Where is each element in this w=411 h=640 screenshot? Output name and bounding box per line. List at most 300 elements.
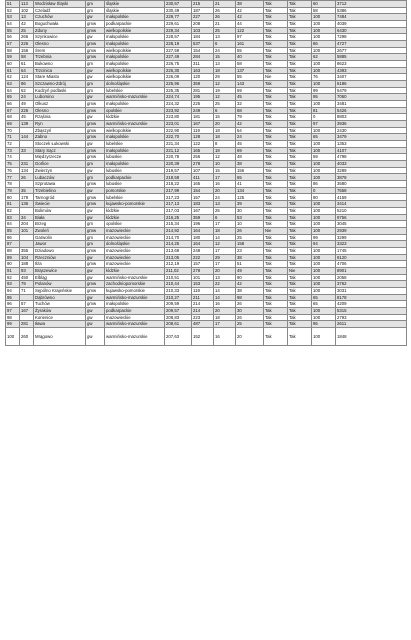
table-cell: 359 (192, 81, 214, 88)
table-cell: 18 (214, 227, 236, 234)
table-cell: 100 (312, 127, 336, 134)
table-cell: 24 (20, 94, 34, 101)
table-cell: Tak (264, 61, 288, 68)
table-cell: gw (86, 114, 105, 121)
table-cell: 226 (20, 41, 34, 48)
table-cell: Tak (288, 167, 312, 174)
table-cell: 35 (20, 187, 34, 194)
table-cell: małopolskie (105, 41, 165, 48)
table-cell: Trzebnia (34, 54, 86, 61)
table-cell: 18 (214, 134, 236, 141)
table-cell: 136 (20, 201, 34, 208)
table-cell: 64 (236, 127, 264, 134)
table-cell: gm (86, 241, 105, 248)
table-cell: 99 (312, 87, 336, 94)
table-cell: 14 (214, 287, 236, 294)
table-cell: 16 (214, 181, 236, 188)
table-cell: 230,49 (165, 7, 192, 14)
table-cell: 20 (214, 267, 236, 274)
table-cell: 204 (20, 221, 34, 228)
table-cell: Sępólno Krajeńskie (34, 287, 86, 294)
table-cell: 69 (236, 147, 264, 154)
table-cell: 122 (236, 27, 264, 34)
table-cell: 3712 (336, 1, 407, 8)
table-cell: 97 (312, 121, 336, 128)
table-cell: 53 (236, 214, 264, 221)
table-cell: 15 (214, 54, 236, 61)
table-cell: Olesno (34, 107, 86, 114)
table-cell: 99 (312, 234, 336, 241)
table-cell: małopolskie (105, 34, 165, 41)
table-cell: gmw (86, 54, 105, 61)
table-cell: gmw (86, 201, 105, 208)
table-cell: 4706 (336, 261, 407, 268)
table-row (6, 174, 407, 181)
table-cell: 99 (6, 321, 20, 328)
table-cell: 49 (236, 267, 264, 274)
table-cell: 2793 (336, 314, 407, 321)
table-cell: 226,30 (165, 67, 192, 74)
table-row (6, 154, 407, 161)
table-cell: gmw (86, 227, 105, 234)
table-cell: Bukowno (34, 61, 86, 68)
table-cell: Tak (288, 54, 312, 61)
table-cell: wielkopolskie (105, 27, 165, 34)
table-cell: 128 (192, 134, 214, 141)
table-cell: 34 (20, 214, 34, 221)
table-row (6, 194, 407, 201)
table-cell: 12 (214, 241, 236, 248)
table-cell: 95 (312, 94, 336, 101)
table-cell: wielkopolskie (105, 67, 165, 74)
table-cell: 224,74 (165, 94, 192, 101)
table-cell: 210,44 (165, 281, 192, 288)
table-cell: gw (86, 321, 105, 328)
table-cell: Tak (264, 194, 288, 201)
table-cell: Tak (264, 107, 288, 114)
table-cell: Tak (264, 41, 288, 48)
table-cell: 16 (214, 301, 236, 308)
table-cell: 212,19 (165, 261, 192, 268)
table-cell: gmw (86, 107, 105, 114)
table-cell: Żyraków (34, 307, 86, 314)
table-row (6, 127, 407, 134)
table-cell: Korienice (34, 314, 86, 321)
table-cell: 17 (214, 247, 236, 254)
table-cell: gw (86, 34, 105, 41)
table-cell: 214 (192, 301, 214, 308)
table-cell: 40 (236, 54, 264, 61)
table-cell: śląskie (105, 7, 165, 14)
table-cell: Tak (288, 207, 312, 214)
table-cell: Tak (264, 94, 288, 101)
table-cell: Nie (264, 227, 288, 234)
table-cell: 80 (6, 194, 20, 201)
table-row (6, 247, 407, 254)
table-cell: Polanów (34, 281, 86, 288)
table-row (6, 114, 407, 121)
table-cell: 3414 (336, 201, 407, 208)
table-cell: 208,83 (165, 314, 192, 321)
table-cell: 2430 (336, 127, 407, 134)
table-cell: 227,59 (165, 47, 192, 54)
table-cell: śląskie (105, 1, 165, 8)
table-cell: 8901 (336, 267, 407, 274)
table-cell: gm (86, 221, 105, 228)
table-row (6, 141, 407, 148)
table-cell: 18 (214, 147, 236, 154)
table-cell: 100 (312, 274, 336, 281)
table-cell: 450 (20, 274, 34, 281)
table-cell: 8178 (336, 294, 407, 301)
table-cell: Tak (264, 14, 288, 21)
table-cell: 2611 (336, 321, 407, 328)
table-cell: 71 (6, 134, 20, 141)
table-cell: 221,12 (165, 147, 192, 154)
table-cell: Tak (264, 247, 288, 254)
table-cell: Tak (264, 267, 288, 274)
table-cell: Stare Miasto (34, 74, 86, 81)
table-cell: gmw (86, 47, 105, 54)
table-cell: 51 (6, 1, 20, 8)
table-cell: 97 (236, 34, 264, 41)
table-cell: 38 (236, 287, 264, 294)
table-cell: 86 (312, 41, 336, 48)
table-cell: 75 (6, 161, 20, 168)
table-cell: gmw (86, 281, 105, 288)
table-cell: 100 (6, 327, 20, 345)
table-cell: 91 (6, 267, 20, 274)
table-row (6, 221, 407, 228)
table-cell: 58 (20, 54, 34, 61)
table-cell: 281 (192, 87, 214, 94)
table-cell: 9756 (336, 214, 407, 221)
table-cell: Tak (264, 87, 288, 94)
table-cell: 58 (6, 47, 20, 54)
table-cell: gmw (86, 127, 105, 134)
table-cell: 2677 (336, 47, 407, 54)
table-cell: 216,25 (165, 214, 192, 221)
table-cell: Zabno (34, 134, 86, 141)
table-cell: 210,51 (165, 274, 192, 281)
table-cell: 69 (6, 121, 20, 128)
table-cell: 19 (214, 87, 236, 94)
table-cell: Tak (264, 154, 288, 161)
table-cell: 39 (236, 201, 264, 208)
table-cell: 134 (20, 167, 34, 174)
table-cell: Tak (288, 134, 312, 141)
table-cell: 13 (214, 274, 236, 281)
table-cell: 61 (20, 61, 34, 68)
table-cell: 218,58 (165, 174, 192, 181)
table-cell: Tak (264, 321, 288, 328)
table-cell: Tak (288, 294, 312, 301)
table-cell: Tak (288, 327, 312, 345)
table-cell: Tak (264, 134, 288, 141)
table-cell: 96 (6, 301, 20, 308)
table-cell: 157 (192, 261, 214, 268)
table-cell: 13 (20, 14, 34, 21)
table-cell: 92 (6, 274, 20, 281)
table-cell: 167 (192, 207, 214, 214)
table-cell: 5479 (336, 87, 407, 94)
table-cell: gw (86, 267, 105, 274)
table-cell (20, 207, 34, 214)
table-cell: Tak (288, 301, 312, 308)
table-cell: Tak (264, 207, 288, 214)
table-cell: 215,34 (165, 221, 192, 228)
table-row (6, 301, 407, 308)
table-cell: Tak (288, 41, 312, 48)
table-cell: gmw (86, 27, 105, 34)
table-cell: Tak (288, 14, 312, 21)
table-cell: Tak (288, 7, 312, 14)
table-cell: 5315 (336, 307, 407, 314)
table-cell: 15 (214, 167, 236, 174)
table-cell: 229,34 (165, 27, 192, 34)
table-cell: 248 (192, 247, 214, 254)
table-cell: 97 (6, 307, 20, 314)
table-cell: Iłża (34, 261, 86, 268)
table-cell: 119 (192, 287, 214, 294)
table-cell: 181 (192, 114, 214, 121)
table-cell: gw (86, 67, 105, 74)
table-cell: 226,09 (165, 74, 192, 81)
table-cell: gw (86, 307, 105, 314)
table-cell: kujawsko-pomorskie (105, 201, 165, 208)
table-cell: 100 (312, 27, 336, 34)
table-cell: 223,80 (165, 114, 192, 121)
table-cell: 3936 (336, 121, 407, 128)
table-cell: podkarpackie (105, 174, 165, 181)
table-cell: 12 (214, 94, 236, 101)
table-cell: 20 (214, 307, 236, 314)
table-cell: gm (86, 174, 105, 181)
table-cell: 266 (20, 34, 34, 41)
table-cell: 227,49 (165, 54, 192, 61)
table-cell: łódzkie (105, 207, 165, 214)
table-cell: 64 (6, 87, 20, 94)
table-cell: 103 (192, 27, 214, 34)
table-cell: Tak (264, 307, 288, 314)
table-cell: Tak (288, 254, 312, 261)
table-cell: Tak (288, 281, 312, 288)
table-cell: gmw (86, 181, 105, 188)
table-cell: 167 (20, 307, 34, 314)
table-cell: mazowieckie (105, 261, 165, 268)
table-cell: 62 (6, 74, 20, 81)
table-cell (20, 241, 34, 248)
table-cell: 22 (214, 281, 236, 288)
table-cell: 100 (312, 61, 336, 68)
table-cell: warmińsko-mazurskie (105, 274, 165, 281)
table-cell: warmińsko-mazurskie (105, 121, 165, 128)
table-cell: 100 (312, 214, 336, 221)
table-cell: Brzeg (34, 221, 86, 228)
table-cell: gw (86, 294, 105, 301)
table-cell: 8 (214, 141, 236, 148)
table-cell: 222,90 (165, 127, 192, 134)
table-cell: 61 (6, 67, 20, 74)
table-cell: Czuchów (34, 14, 86, 21)
table-cell: 3031 (336, 287, 407, 294)
table-cell: 16 (214, 327, 236, 345)
table-cell: 45 (20, 114, 34, 121)
table-cell: małopolskie (105, 61, 165, 68)
table-row (6, 81, 407, 88)
table-cell: gmw (86, 147, 105, 154)
table-cell: gw (86, 254, 105, 261)
table-cell: gw (86, 274, 105, 281)
table-cell: 125 (236, 194, 264, 201)
table-cell: mazowieckie (105, 314, 165, 321)
table-cell: 107 (192, 167, 214, 174)
table-cell: 49 (20, 101, 34, 108)
table-row (6, 101, 407, 108)
table-cell: 17 (214, 174, 236, 181)
table-cell: 164 (192, 241, 214, 248)
table-cell: 229,77 (165, 14, 192, 21)
table-cell: 211 (192, 294, 214, 301)
table-cell: 161 (236, 41, 264, 48)
table-cell: gmw (86, 194, 105, 201)
table-cell: 12 (214, 81, 236, 88)
table-cell: 227 (192, 14, 214, 21)
table-row (6, 307, 407, 314)
table-cell: gmw (86, 261, 105, 268)
table-cell: 226,75 (165, 61, 192, 68)
table-cell: Nie (264, 74, 288, 81)
table-cell: Garwolin (34, 234, 86, 241)
table-cell: Tak (264, 294, 288, 301)
table-cell: gmw (86, 101, 105, 108)
table-cell: 100 (312, 161, 336, 168)
table-cell: lubuskie (105, 154, 165, 161)
table-row (6, 27, 407, 34)
table-cell: 42 (20, 21, 34, 28)
table-row (6, 214, 407, 221)
table-cell: 59 (312, 154, 336, 161)
table-cell: 7484 (336, 14, 407, 21)
table-cell: 65 (6, 94, 20, 101)
table-cell: 14 (214, 234, 236, 241)
table-cell: 215 (192, 1, 214, 8)
table-cell: 17 (214, 221, 236, 228)
table-cell: 62 (312, 54, 336, 61)
table-cell: 94 (312, 241, 336, 248)
table-cell: Tak (288, 74, 312, 81)
table-cell: gmw (86, 21, 105, 28)
table-cell: 143 (236, 81, 264, 88)
table-cell: Tak (288, 321, 312, 328)
table-cell: 3045 (336, 221, 407, 228)
table-cell: 195 (192, 94, 214, 101)
table-cell: Tak (288, 27, 312, 34)
table-cell: 85 (6, 227, 20, 234)
table-cell: lubelskie (105, 87, 165, 94)
table-cell: 228,57 (165, 34, 192, 41)
table-cell: Trzebielino (34, 187, 86, 194)
table-cell: Tak (288, 181, 312, 188)
table-cell: gm (86, 81, 105, 88)
table-cell: 122 (192, 141, 214, 148)
table-cell: 229,61 (165, 21, 192, 28)
table-cell: Tak (264, 314, 288, 321)
table-cell: 25 (214, 207, 236, 214)
table-cell: 225,35 (165, 87, 192, 94)
table-cell: gw (86, 167, 105, 174)
table-cell: małopolskie (105, 301, 165, 308)
table-cell: 38 (236, 254, 264, 261)
table-cell: 139 (20, 121, 34, 128)
table-cell: 218,22 (165, 181, 192, 188)
table-cell: 26 (236, 301, 264, 308)
table-cell: 88 (6, 247, 20, 254)
table-row (6, 227, 407, 234)
table-cell: 154 (192, 187, 214, 194)
table-cell: Tak (288, 154, 312, 161)
table-cell: 207,63 (165, 327, 192, 345)
table-cell: 17 (214, 261, 236, 268)
table-cell: 230,67 (165, 1, 192, 8)
table-cell: 83 (6, 214, 20, 221)
table-cell: 44 (236, 21, 264, 28)
table-cell: Tak (264, 101, 288, 108)
table-cell: 113 (20, 1, 34, 8)
table-cell: Stary Sącz (34, 147, 86, 154)
table-cell: 102 (20, 7, 34, 14)
table-cell: 101 (20, 227, 34, 234)
table-cell: Tuchów (34, 301, 86, 308)
table-cell: 25 (214, 101, 236, 108)
table-row (6, 207, 407, 214)
table-cell: 100 (312, 327, 336, 345)
table-cell: 209,59 (165, 301, 192, 308)
table-cell: łódzkie (105, 114, 165, 121)
table-cell: Tak (264, 327, 288, 345)
table-cell: 158 (236, 241, 264, 248)
table-cell: 221,34 (165, 141, 192, 148)
table-cell: 210,27 (165, 294, 192, 301)
table-row (6, 54, 407, 61)
table-cell: gm (86, 7, 105, 14)
table-cell: 30 (236, 307, 264, 314)
table-cell: 90 (312, 194, 336, 201)
table-cell: Tak (288, 81, 312, 88)
table-cell: 20 (214, 121, 236, 128)
table-cell: Dziadowo (34, 247, 86, 254)
table-cell: Tak (288, 274, 312, 281)
table-cell: 6 (214, 214, 236, 221)
table-cell: 20 (214, 187, 236, 194)
table-cell: Stoczek Łukowski (34, 141, 86, 148)
table-cell: 100 (312, 201, 336, 208)
table-cell: Szczawno-Zdrój (34, 81, 86, 88)
table-cell: 95 (6, 294, 20, 301)
table-cell: Międzyrzecze (34, 154, 86, 161)
table-cell: Lubaczów (34, 174, 86, 181)
table-cell: 68 (6, 114, 20, 121)
table-cell: 211,02 (165, 267, 192, 274)
table-cell: Tak (264, 221, 288, 228)
table-cell: 3479 (336, 134, 407, 141)
table-cell: Tak (288, 87, 312, 94)
table-cell: Tak (264, 241, 288, 248)
table-cell: mazowieckie (105, 227, 165, 234)
table-cell: Olesno (34, 41, 86, 48)
table-cell: Tak (264, 201, 288, 208)
table-cell: Tak (264, 274, 288, 281)
